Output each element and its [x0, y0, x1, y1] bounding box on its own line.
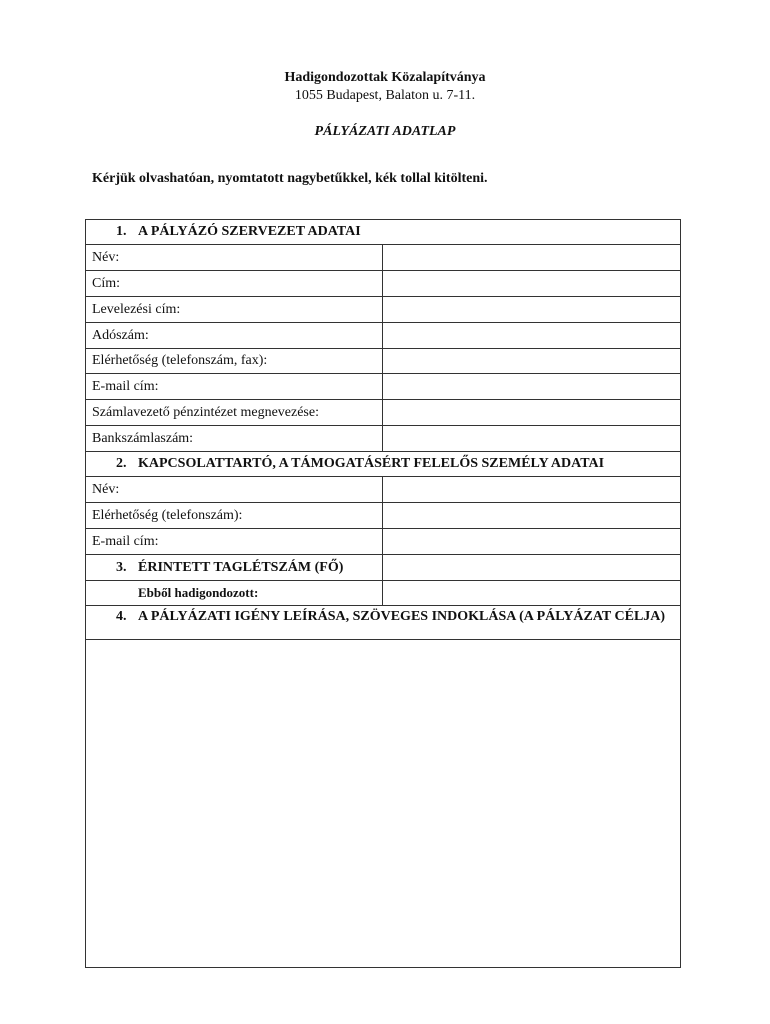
contact-phone-input[interactable]: [383, 503, 680, 528]
contact-email-label: E-mail cím:: [92, 533, 159, 549]
org-email-input[interactable]: [383, 374, 680, 399]
contact-email-input[interactable]: [383, 529, 680, 554]
field-row-org-address: [86, 271, 680, 297]
section-4-header: [86, 606, 680, 640]
organization-name: Hadigondozottak Közalapítványa: [284, 70, 486, 85]
field-row-bank-name: [86, 400, 680, 426]
field-row-org-email: [86, 374, 680, 400]
contact-phone-label: Elérhetőség (telefonszám):: [92, 507, 243, 523]
war-care-count-input[interactable]: [383, 581, 680, 605]
application-form-table: [85, 219, 681, 968]
org-address-label: Cím:: [92, 275, 121, 291]
member-count-input[interactable]: [383, 555, 680, 580]
contact-name-input[interactable]: [383, 477, 680, 502]
section-3-header: [86, 555, 680, 581]
tax-number-label: Adószám:: [92, 327, 149, 343]
org-name-label: Név:: [92, 249, 120, 265]
field-row-bank-account: [86, 426, 680, 452]
field-row-org-name: [86, 245, 680, 271]
field-row-tax-number: [86, 323, 680, 349]
bank-account-label: Bankszámlaszám:: [92, 430, 194, 446]
org-contact-label: Elérhetőség (telefonszám, fax):: [92, 353, 268, 368]
field-row-contact-name: [86, 477, 680, 503]
section-2-header: [86, 452, 680, 477]
field-row-contact-email: [86, 529, 680, 555]
section-4-title: A PÁLYÁZATI IGÉNY LEÍRÁSA, SZÖVEGES INDOKLÁSA (A PÁLYÁZAT CÉLJA): [138, 609, 666, 624]
mailing-address-input[interactable]: [383, 297, 680, 322]
section-1-header: [86, 220, 680, 245]
field-row-war-care-count: [86, 581, 680, 606]
field-row-org-contact: [86, 349, 680, 374]
org-email-label: E-mail cím:: [92, 378, 159, 394]
field-row-mailing-address: [86, 297, 680, 323]
org-contact-input[interactable]: [383, 349, 680, 373]
organization-address: 1055 Budapest, Balaton u. 7-11.: [294, 88, 476, 103]
justification-text-area[interactable]: [86, 640, 680, 967]
section-3-number: 3.: [116, 559, 127, 575]
section-3-title: ÉRINTETT TAGLÉTSZÁM (FŐ): [138, 559, 344, 575]
bank-account-input[interactable]: [383, 426, 680, 451]
war-care-count-label: Ebből hadigondozott:: [138, 585, 259, 600]
section-1-number: 1.: [116, 224, 127, 239]
org-address-input[interactable]: [383, 271, 680, 296]
tax-number-input[interactable]: [383, 323, 680, 348]
section-2-number: 2.: [116, 456, 127, 471]
fill-instruction: Kérjük olvashatóan, nyomtatott nagybetűkkel, kék tollal kitölteni.: [92, 171, 488, 186]
org-name-input[interactable]: [383, 245, 680, 270]
section-4-number: 4.: [116, 609, 127, 624]
section-2-title: KAPCSOLATTARTÓ, A TÁMOGATÁSÉRT FELELŐS SZEMÉLY ADATAI: [138, 456, 605, 471]
form-title: PÁLYÁZATI ADATLAP: [314, 124, 456, 139]
section-1-title: A PÁLYÁZÓ SZERVEZET ADATAI: [138, 224, 361, 239]
contact-name-label: Név:: [92, 481, 120, 497]
field-row-contact-phone: [86, 503, 680, 529]
bank-name-label: Számlavezető pénzintézet megnevezése:: [92, 404, 319, 420]
bank-name-input[interactable]: [383, 400, 680, 425]
mailing-address-label: Levelezési cím:: [92, 301, 181, 317]
